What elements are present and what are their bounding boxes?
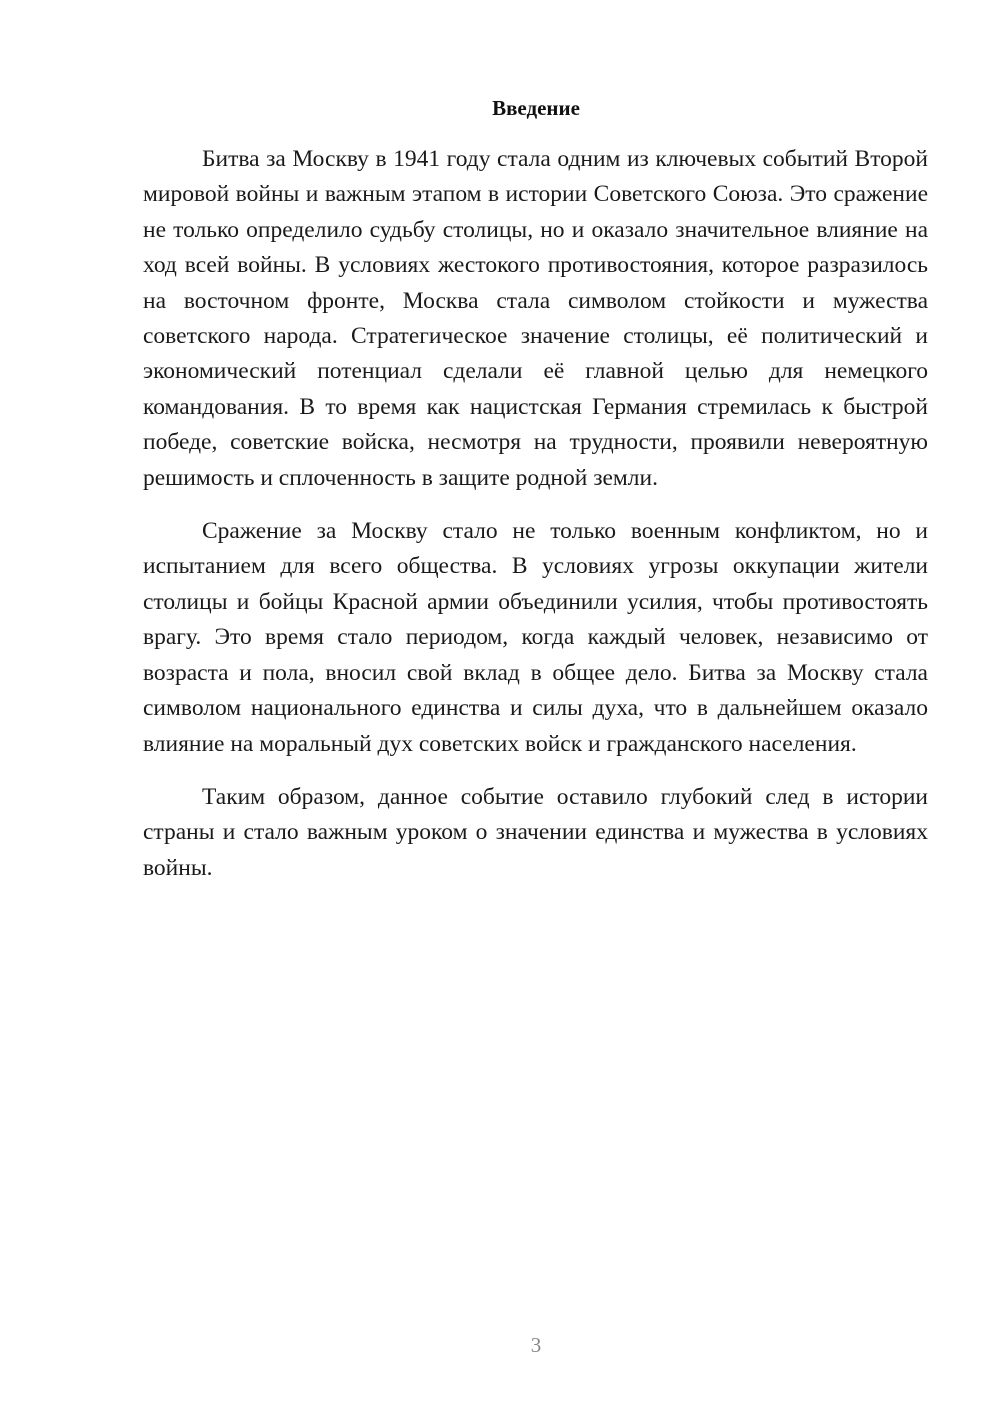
page-number: 3	[530, 1333, 542, 1357]
page-title: Введение	[492, 96, 580, 120]
body-text	[143, 142, 928, 904]
paragraph-2: Сражение за Москву стало не только военным конфликтом, но и испытанием для всего общества. В условиях угрозы оккупации жители столицы и бойцы Красной армии объединили усилия, чтобы противостоять врагу. Это время стало периодом, когда каждый человек, независимо от возраста и пола, вносил свой вклад в общее дело. Битва за Москву стала символом национального единства и силы духа, что в дальнейшем оказало влияние на моральный дух советских войск и гражданского населения.	[143, 518, 928, 757]
paragraph-3: Таким образом, данное событие оставило глубокий след в истории страны и стало важным уроком о значении единства и мужества в условиях войны.	[143, 783, 928, 881]
paragraph-1: Битва за Москву в 1941 году стала одним из ключевых событий Второй мировой войны и важным этапом в истории Советского Союза. Это сражение не только определило судьбу столицы, но и оказало значительное влияние на ход всей войны. В условиях жестокого противостояния, которое разразилось на восточном фронте, Москва стала символом стойкости и мужества советского народа. Стратегическое значение столицы, её политический и экономический потенциал сделали её главной целью для немецкого командования. В то время как нацистская Германия стремилась к быстрой победе, советские войска, несмотря на трудности, проявили невероятную решимость и сплоченность в защите родной земли.	[143, 146, 928, 491]
